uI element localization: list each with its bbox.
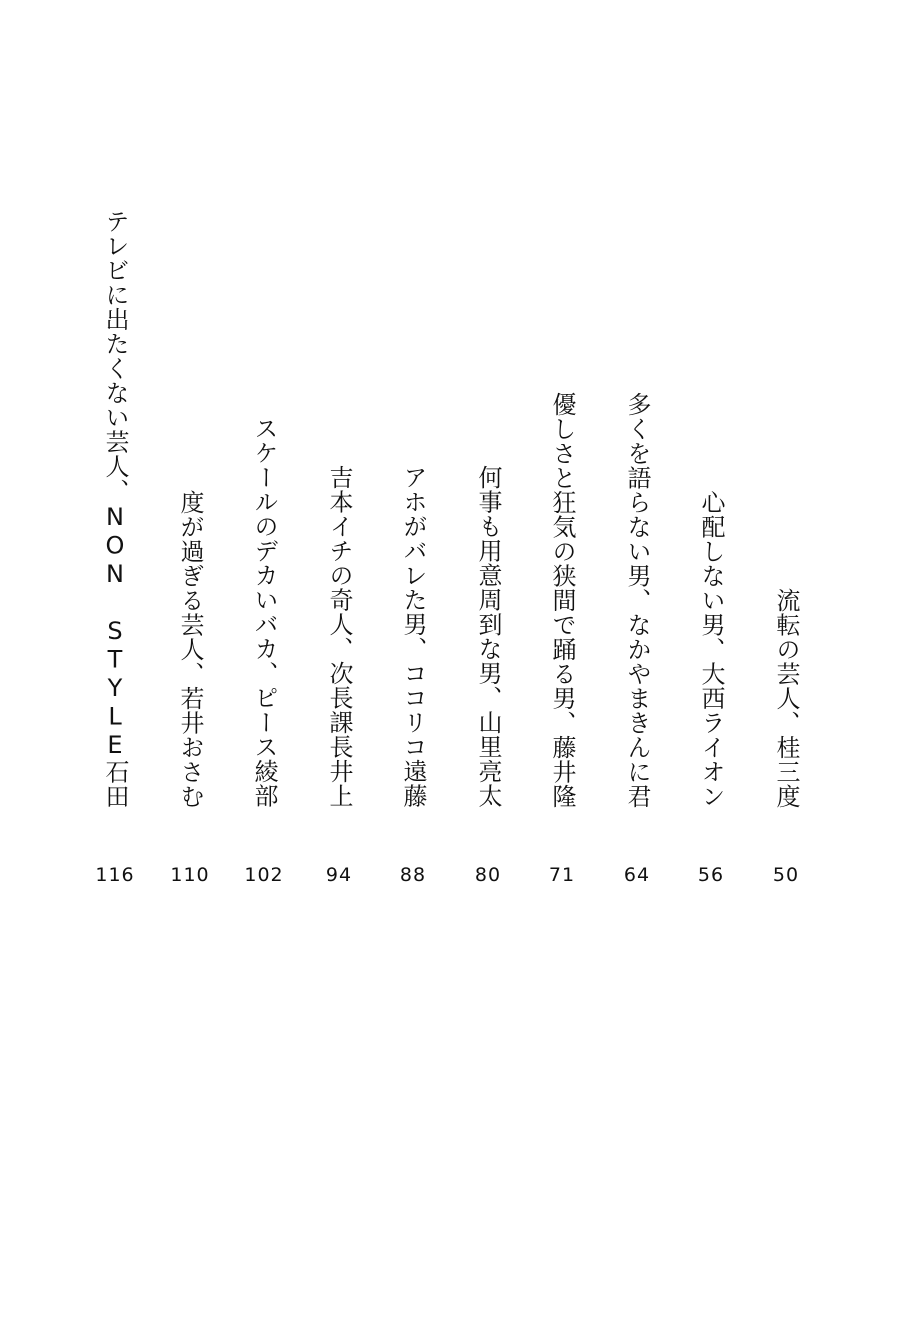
toc-entry-page-number: 50 <box>772 864 800 886</box>
toc-entry <box>234 200 294 900</box>
toc-entry-title: アホがバレた男、ココリコ遠藤 <box>399 465 427 808</box>
toc-entry <box>309 200 369 900</box>
toc-entry <box>756 200 816 900</box>
toc-entry-title: 心配しない男、大西ライオン <box>697 489 725 808</box>
toc-entry-title: テレビに出たくない芸人、NON STYLE石田 <box>101 208 129 808</box>
toc-entry-page-number: 88 <box>399 864 427 886</box>
toc-entry-page-number: 56 <box>697 864 725 886</box>
toc-entry <box>458 200 518 900</box>
toc-entry <box>607 200 667 900</box>
toc-entry-page-number: 116 <box>95 864 135 886</box>
toc-entry-page-number: 94 <box>325 864 353 886</box>
toc-entry <box>681 200 741 900</box>
toc-entry-title: 優しさと狂気の狭間で踊る男、藤井隆 <box>548 391 576 808</box>
toc-entry-page-number: 110 <box>170 864 210 886</box>
toc-entry-title: 度が過ぎる芸人、若井おさむ <box>176 489 204 808</box>
toc-entry <box>160 200 220 900</box>
toc-entry-page-number: 80 <box>474 864 502 886</box>
toc-entry <box>532 200 592 900</box>
toc-entry <box>383 200 443 900</box>
toc-entry-title: 吉本イチの奇人、次長課長井上 <box>325 465 353 808</box>
toc-entry-page-number: 64 <box>623 864 651 886</box>
toc-entry-title: 多くを語らない男、なかやまきんに君 <box>623 391 651 808</box>
toc-entry-page-number: 71 <box>548 864 576 886</box>
toc-entry-title: 流転の芸人、桂三度 <box>772 587 800 808</box>
toc-entry-title: スケールのデカいバカ、ピース綾部 <box>250 416 278 808</box>
toc-entry <box>85 200 145 900</box>
toc-entry-title: 何事も用意周到な男、山里亮太 <box>474 465 502 808</box>
toc-entry-page-number: 102 <box>244 864 284 886</box>
